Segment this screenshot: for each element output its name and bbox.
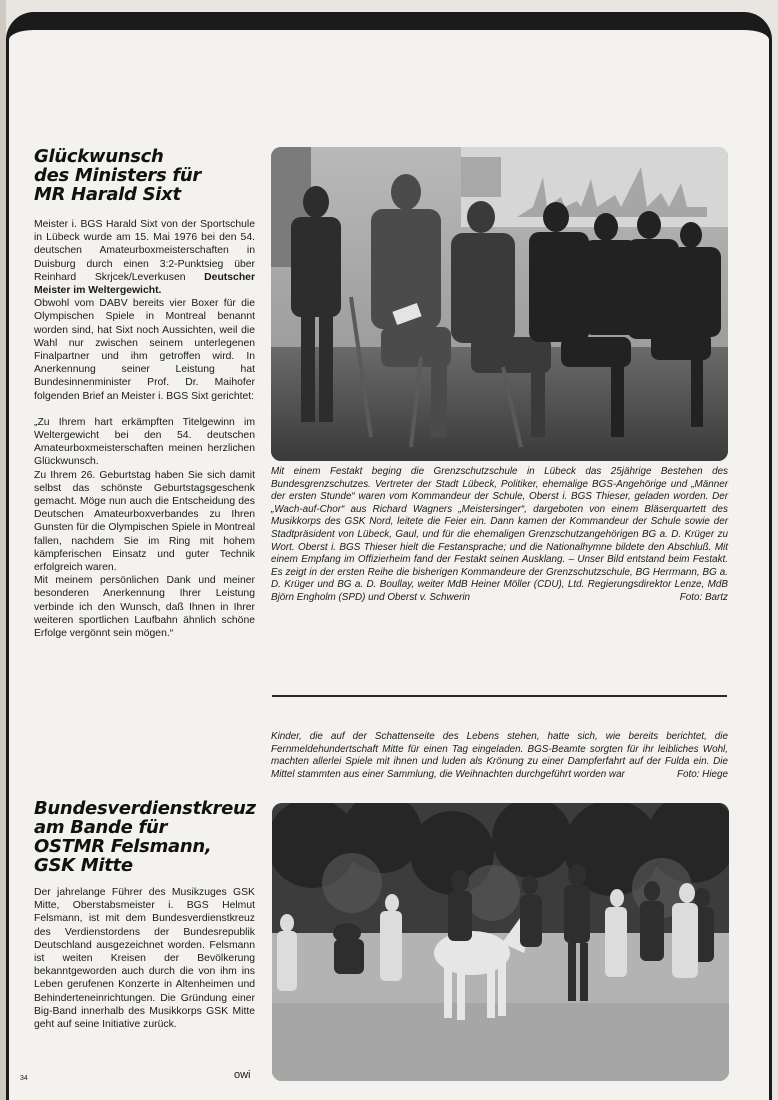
section-divider xyxy=(272,695,727,697)
article2-paragraph: Der jahrelange Führer des Musikzuges GSK Mitte, Oberstabsmeister i. BGS Helmut Felsmann, ist mit dem Bundesverdienstkreuz des Verdienstordens der Bundesrepublik Deutschland ausgezeichnet worden. Felsmann ist weiten Kreisen der Bevölkerung bekanntgeworden auch durch die von ihm ins Leben gerufenen Konzerte in Altenheimen und Behinderteneinrichtungen. Die Gründung einer Big-Band innerhalb des Musikkorps GSK Mitte geht auf seine Initiative zurück. xyxy=(34,887,255,1031)
article1-p1: Meister i. BGS Harald Sixt von der Sportschule in Lübeck wurde am 15. Mai 1976 bei den 54. deutschen Amateurboxmeisterschaften in Duisburg durch einen 3:2-Punktsieg über Reinhard Skrjcek/Leverkusen xyxy=(34,219,255,283)
page-number: 34 xyxy=(20,1075,28,1082)
article1-paragraph: Zu Ihrem 26. Geburtstag haben Sie sich damit selbst das schönste Geburtstagsgeschenk gemacht. Möge nun auch die Entscheidung des Deutschen Amateurboxverbandes zu Ihren Gunsten für die Olympischen Spiele in Montreal fallen, nachdem Sie im Ring mit hohem kämpferischen Einsatz und guter Technik erfolgreich waren. xyxy=(34,469,255,574)
headline-line: GSK Mitte xyxy=(34,855,133,876)
children-photo-credit: Foto: Hiege xyxy=(676,768,728,780)
headline-line: des Ministers für xyxy=(34,165,201,186)
headline-line: am Bande für xyxy=(34,817,168,838)
author-signature: owi xyxy=(234,1069,251,1081)
headline-line: Bundesverdienstkreuz xyxy=(34,798,256,819)
ceremony-photo-credit: Foto: Bartz xyxy=(679,591,728,603)
article1-paragraph: Mit meinem persönlichen Dank und meiner besonderen Anerkennung Ihrer Leistung verbinde ich den Wunsch, daß Ihnen in Ihrer weiteren sportlichen Laufbahn ähnlich schöne Erfolge vergönnt sein mögen.“ xyxy=(34,575,255,640)
ceremony-photo-image xyxy=(271,147,728,461)
article1-body xyxy=(34,218,255,640)
article2-body xyxy=(34,886,255,1031)
headline-line: MR Harald Sixt xyxy=(34,184,181,205)
children-caption-text: Kinder, die auf der Schattenseite des Lebens stehen, hatte sich, wie bereits berichtet, die Fernmeldehundertschaft Mitte für einen Tag eingeladen. BGS-Beamte sorgten für ihr leibliches Wohl, machten allerlei Spiele mit ihnen und luden als Krönung zu einer Dampferfahrt auf der Fulda ein. Die Mittel stammten aus einer Sammlung, die Weihnachten durchgeführt worden war xyxy=(271,731,728,780)
article1-p1-bold: Deutscher Meister im Weltergewicht. xyxy=(34,271,255,297)
article1-paragraph: „Zu Ihrem hart erkämpften Titelgewinn im Weltergewicht bei den 54. deutschen Amateurboxmeisterschaften meinen herzlichen Glückwunsch. xyxy=(34,416,255,468)
children-photo xyxy=(272,803,729,1081)
ceremony-caption-text: Mit einem Festakt beging die Grenzschutzschule in Lübeck das 25jährige Bestehen des Bundesgrenzschutzes. Vertreter der Stadt Lübeck, Politiker, ehemalige BGS-Angehörige und „Männer der ersten Stunde“ waren vom Kommandeur der Schule, Oberst i. BGS Thieser, geladen worden. Der „Wach-auf-Chor“ aus Richard Wagners „Meistersinger“, dargeboten von einem Bläserquartett des Musikkorps des GSK Nord, leitete die Feier ein. Dann kamen der Kommandeur der Schule sowie der Stadtpräsident von Lübeck, Gaul, und für die ehemaligen Grenzschutzangehörigen BG a. D. Krüger zu Wort. Oberst i. BGS Thieser hielt die Festansprache; und die Nationalhymne bildete den Abschluß. Mit einem Empfang im Offizierheim fand der Festakt seinen Ausklang. – Unser Bild entstand beim Festakt. Es zeigt in der ersten Reihe die bisherigen Kommandeure der Grenzschutzschule, BG Herrmann, BG a. D. Krüger und BG a. D. Boullay, weiter MdB Heiner Möller (CDU), Ltd. Regierungsdirektor Lenze, MdB Björn Engholm (SPD) und Oberst v. Schwerin xyxy=(271,466,728,603)
headline-line: Glückwunsch xyxy=(34,146,164,167)
ceremony-caption xyxy=(271,466,728,605)
headline-line: OSTMR Felsmann, xyxy=(34,836,212,857)
children-photo-image xyxy=(272,803,729,1081)
ceremony-photo xyxy=(271,147,728,461)
article2-headline xyxy=(34,799,268,875)
article1-paragraph xyxy=(34,218,255,297)
article1-headline xyxy=(34,147,264,204)
article1-paragraph: Obwohl vom DABV bereits vier Boxer für die Olympischen Spiele in Montreal benannt worden sind, hat Sixt noch Aussichten, weil die Wahl nur zwischen seinem unterlegenen Finalpartner und ihm getroffen wird. In Anerkennung seiner Leistung hat Bundesinnenminister Prof. Dr. Maihofer folgenden Brief an Meister i. BGS Sixt gerichtet: xyxy=(34,298,255,402)
children-caption xyxy=(271,731,728,781)
